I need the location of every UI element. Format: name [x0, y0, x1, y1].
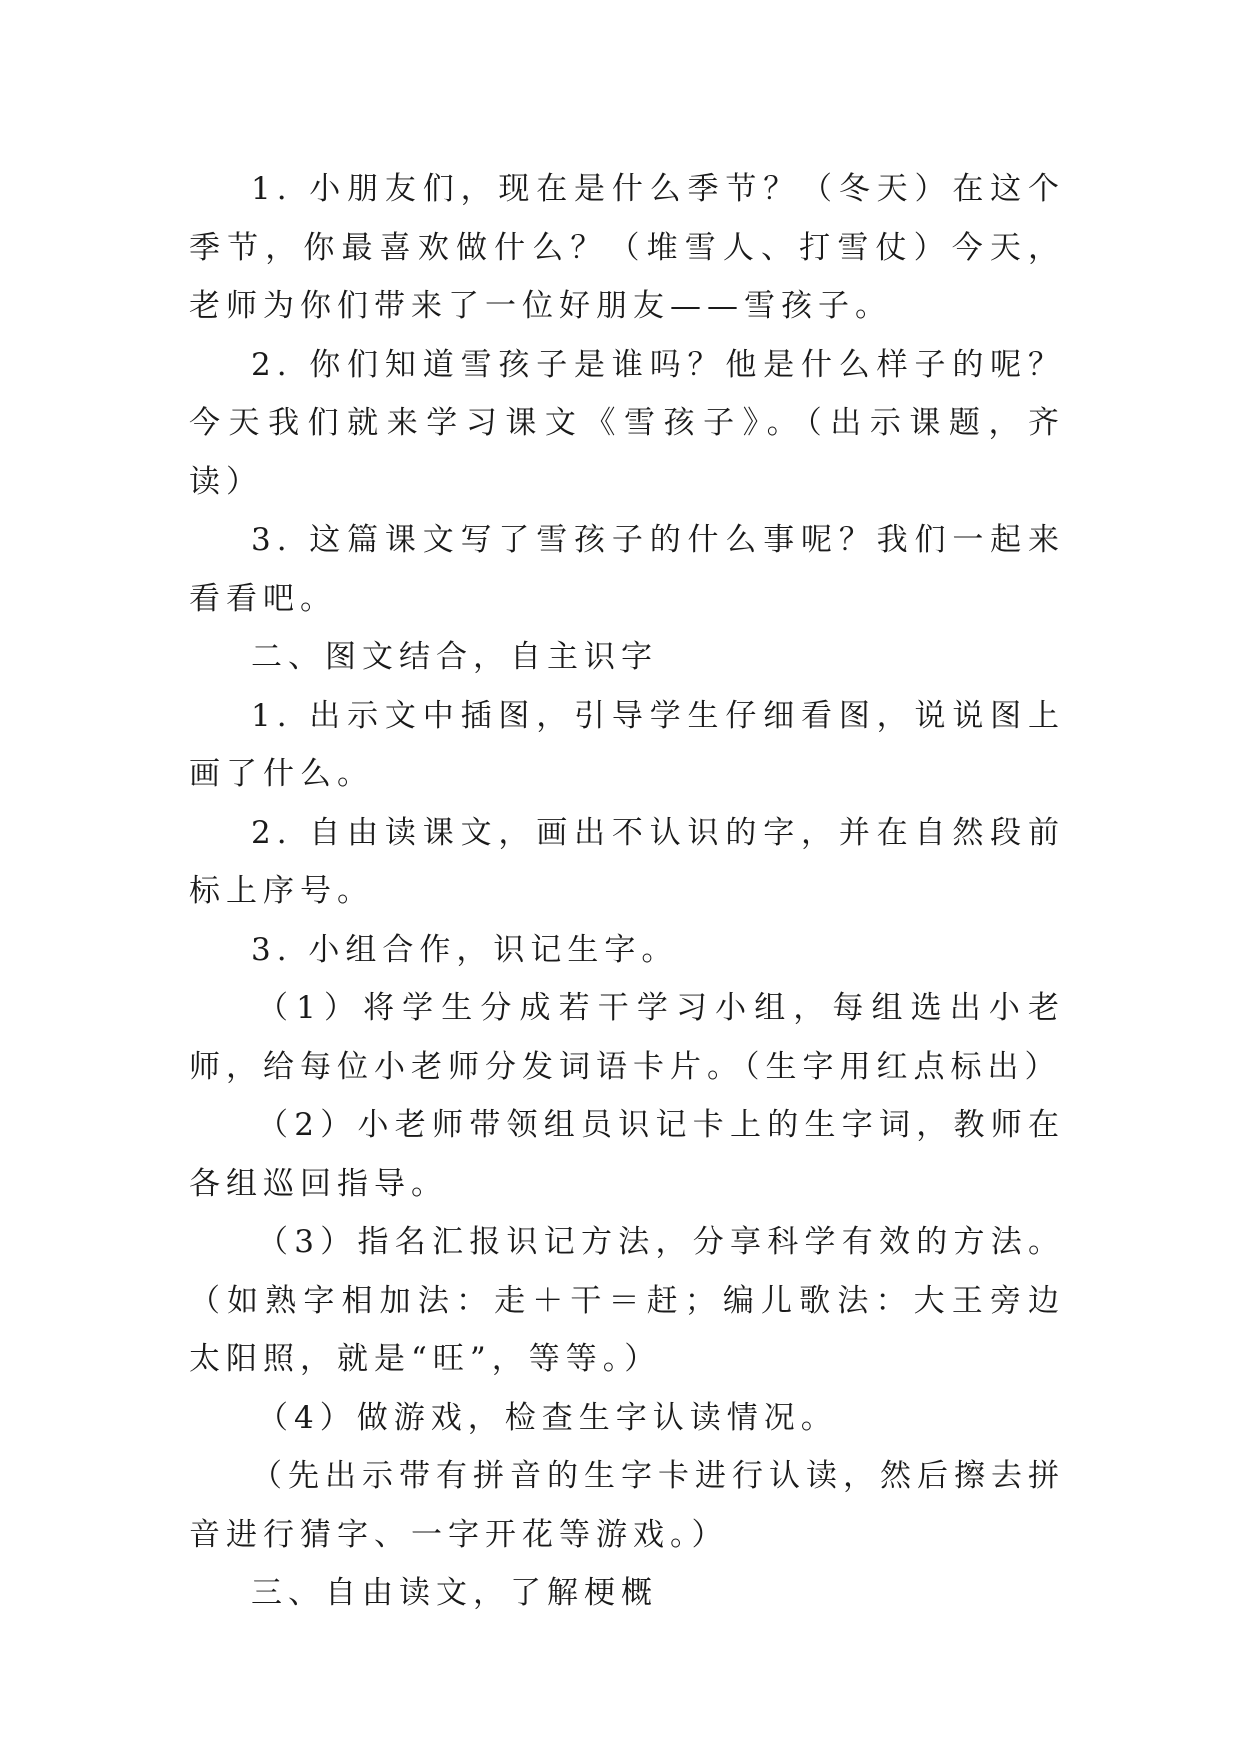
paragraph-game-note: （先出示带有拼音的生字卡进行认读，然后擦去拼音进行猜字、一字开花等游戏。） — [189, 1458, 1065, 1553]
section-heading-3: 三、自由读文，了解梗概 — [251, 1575, 658, 1611]
section-heading-2: 二、图文结合，自主识字 — [251, 639, 658, 675]
document-body — [189, 160, 1065, 1623]
paragraph-group-cooperation: 3. 小组合作，识记生字。 — [251, 931, 679, 968]
paragraph-step-2: （2）小老师带领组员识记卡上的生字词，教师在各组巡回指导。 — [189, 1107, 1065, 1202]
paragraph-intro-question-who: 2. 你们知道雪孩子是谁吗？他是什么样子的呢？今天我们就来学习课文《雪孩子》。（出示课题，齐读） — [189, 346, 1065, 500]
paragraph-step-4: （4）做游戏，检查生字认读情况。 — [257, 1399, 838, 1436]
paragraph-intro-question-season: 1. 小朋友们，现在是什么季节？（冬天）在这个季节，你最喜欢做什么？（堆雪人、打雪仗）今天，老师为你们带来了一位好朋友——雪孩子。 — [189, 171, 1065, 324]
paragraph-step-1: （1）将学生分成若干学习小组，每组选出小老师，给每位小老师分发词语卡片。（生字用红点标出） — [189, 990, 1065, 1085]
paragraph-free-reading: 2. 自由读课文，画出不认识的字，并在自然段前标上序号。 — [189, 814, 1065, 909]
paragraph-step-3: （3）指名汇报识记方法，分享科学有效的方法。（如熟字相加法：走＋干＝赶；编儿歌法：大王旁边太阳照，就是“旺”，等等。） — [189, 1224, 1065, 1377]
paragraph-show-illustration: 1. 出示文中插图，引导学生仔细看图，说说图上画了什么。 — [189, 697, 1065, 792]
paragraph-intro-question-story: 3. 这篇课文写了雪孩子的什么事呢？我们一起来看看吧。 — [189, 522, 1065, 617]
